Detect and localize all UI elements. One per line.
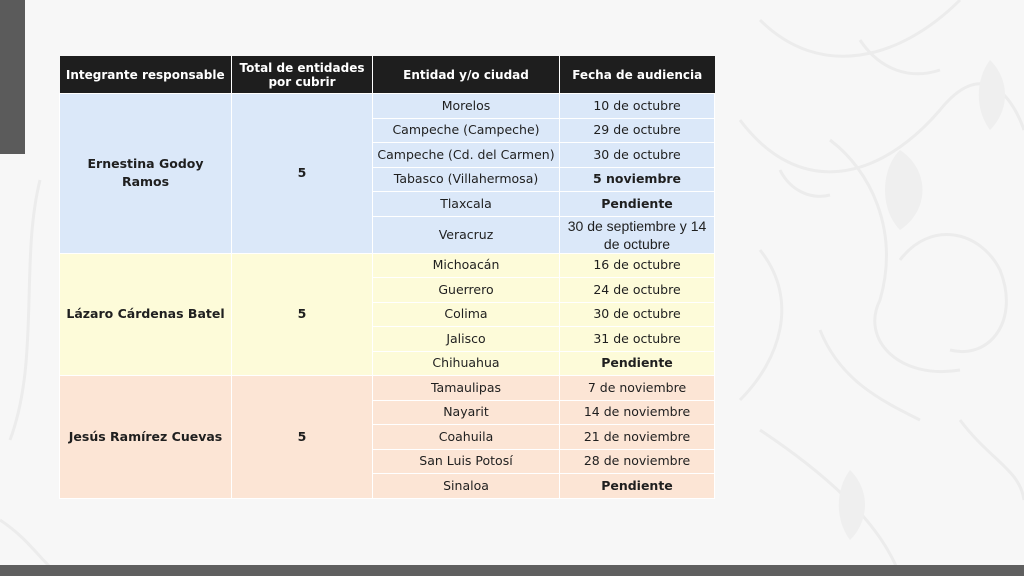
member-name: Lázaro Cárdenas Batel bbox=[60, 253, 232, 376]
entity-cell: Tamaulipas bbox=[373, 376, 560, 401]
date-cell: 14 de noviembre bbox=[560, 400, 715, 425]
entity-cell: Sinaloa bbox=[373, 474, 560, 499]
date-cell: 21 de noviembre bbox=[560, 425, 715, 450]
date-cell: Pendiente bbox=[560, 351, 715, 376]
table-row bbox=[60, 94, 715, 119]
total-entities: 5 bbox=[232, 94, 373, 254]
table-row bbox=[60, 376, 715, 401]
total-entities: 5 bbox=[232, 253, 373, 376]
total-entities: 5 bbox=[232, 376, 373, 499]
entity-cell: Colima bbox=[373, 302, 560, 327]
member-name: Jesús Ramírez Cuevas bbox=[60, 376, 232, 499]
header-member: Integrante responsable bbox=[60, 56, 232, 94]
date-cell: 30 de octubre bbox=[560, 302, 715, 327]
entity-cell: Guerrero bbox=[373, 278, 560, 303]
entity-cell: Nayarit bbox=[373, 400, 560, 425]
date-cell: 28 de noviembre bbox=[560, 449, 715, 474]
audience-schedule-table bbox=[59, 56, 715, 499]
date-cell: 16 de octubre bbox=[560, 253, 715, 278]
date-cell: 5 noviembre bbox=[560, 167, 715, 192]
date-cell: Pendiente bbox=[560, 192, 715, 217]
entity-cell: Coahuila bbox=[373, 425, 560, 450]
entity-cell: Jalisco bbox=[373, 327, 560, 352]
entity-cell: Campeche (Campeche) bbox=[373, 118, 560, 143]
entity-cell: Veracruz bbox=[373, 216, 560, 253]
entity-cell: Tabasco (Villahermosa) bbox=[373, 167, 560, 192]
header-row bbox=[60, 56, 715, 94]
date-cell: 30 de septiembre y 14 de octubre bbox=[560, 216, 715, 253]
header-total: Total de entidades por cubrir bbox=[232, 56, 373, 94]
date-cell: 29 de octubre bbox=[560, 118, 715, 143]
entity-cell: Morelos bbox=[373, 94, 560, 119]
entity-cell: Chihuahua bbox=[373, 351, 560, 376]
member-name: Ernestina Godoy Ramos bbox=[60, 94, 232, 254]
date-cell: Pendiente bbox=[560, 474, 715, 499]
bottom-accent-bar bbox=[0, 565, 1024, 576]
date-cell: 7 de noviembre bbox=[560, 376, 715, 401]
date-cell: 30 de octubre bbox=[560, 143, 715, 168]
header-date: Fecha de audiencia bbox=[560, 56, 715, 94]
date-cell: 31 de octubre bbox=[560, 327, 715, 352]
entity-cell: Campeche (Cd. del Carmen) bbox=[373, 143, 560, 168]
date-cell: 24 de octubre bbox=[560, 278, 715, 303]
date-cell: 10 de octubre bbox=[560, 94, 715, 119]
table-row bbox=[60, 253, 715, 278]
entity-cell: San Luis Potosí bbox=[373, 449, 560, 474]
entity-cell: Tlaxcala bbox=[373, 192, 560, 217]
entity-cell: Michoacán bbox=[373, 253, 560, 278]
left-accent-bar bbox=[0, 0, 25, 154]
header-entity: Entidad y/o ciudad bbox=[373, 56, 560, 94]
